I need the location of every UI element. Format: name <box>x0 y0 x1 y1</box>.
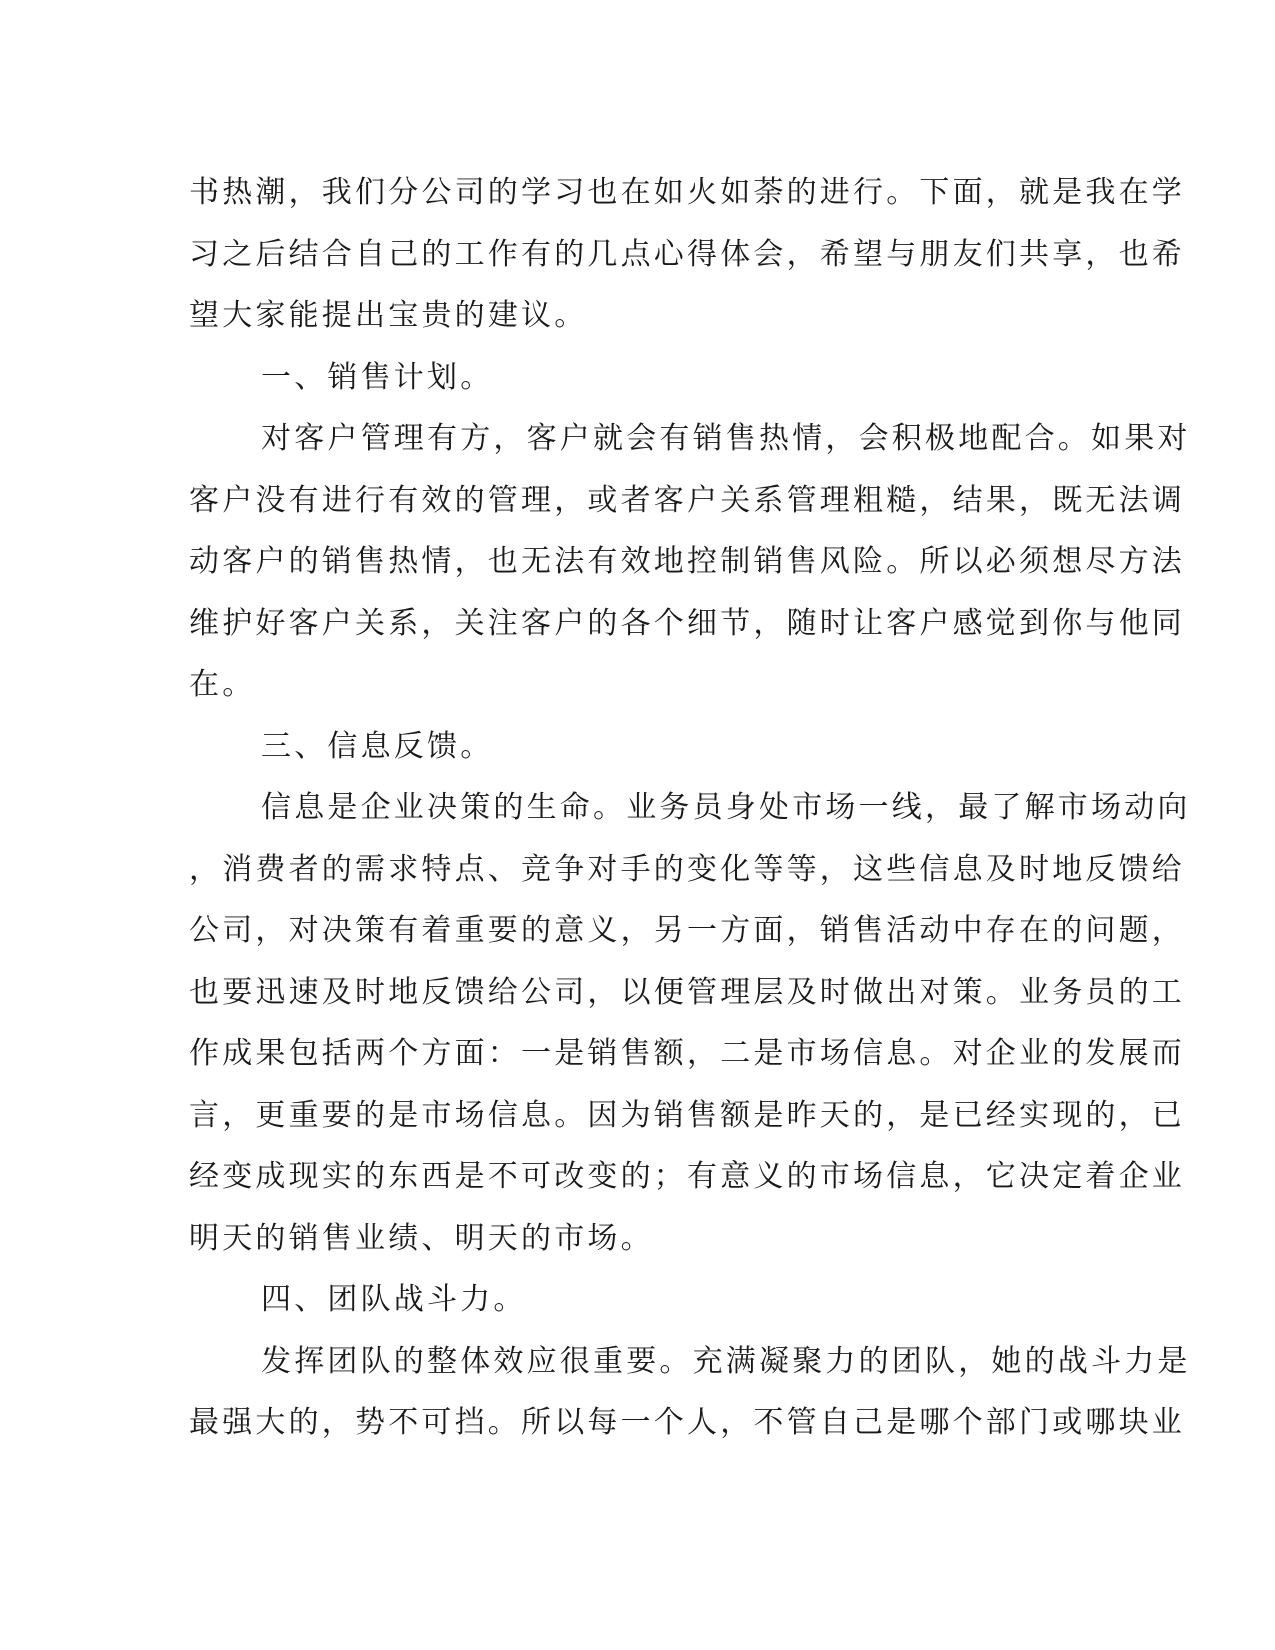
section-heading-sales-plan: 一、销售计划。 <box>261 359 494 395</box>
section-heading-info-feedback: 三、信息反馈。 <box>261 728 494 764</box>
text-line: 维护好客户关系，关注客户的各个细节，随时让客户感觉到你与他同 <box>189 605 1185 641</box>
text-line: ，消费者的需求特点、竞争对手的变化等等，这些信息及时地反馈给 <box>189 851 1185 887</box>
text-line: 公司，对决策有着重要的意义，另一方面，销售活动中存在的问题， <box>189 913 1185 948</box>
text-line: 最强大的，势不可挡。所以每一个人，不管自己是哪个部门或哪块业 <box>189 1405 1185 1440</box>
text-line: 动客户的销售热情，也无法有效地控制销售风险。所以必须想尽方法 <box>189 544 1185 579</box>
text-line: 作成果包括两个方面：一是销售额，二是市场信息。对企业的发展而 <box>189 1036 1185 1071</box>
text-line: 经变成现实的东西是不可改变的；有意义的市场信息，它决定着企业 <box>189 1159 1185 1194</box>
text-line: 也要迅速及时地反馈给公司，以便管理层及时做出对策。业务员的工 <box>189 974 1185 1010</box>
document-body <box>189 162 1191 1454</box>
text-line: 信息是企业决策的生命。业务员身处市场一线，最了解市场动向 <box>261 790 1191 825</box>
text-line: 客户没有进行有效的管理，或者客户关系管理粗糙，结果，既无法调 <box>189 482 1185 518</box>
text-line: 书热潮，我们分公司的学习也在如火如荼的进行。下面，就是我在学 <box>189 175 1185 210</box>
text-line: 言，更重要的是市场信息。因为销售额是昨天的，是已经实现的，已 <box>189 1097 1185 1133</box>
text-line: 在。 <box>189 667 256 702</box>
text-line: 明天的销售业绩、明天的市场。 <box>189 1220 654 1256</box>
text-line: 望大家能提出宝贵的建议。 <box>189 298 588 333</box>
text-line: 习之后结合自己的工作有的几点心得体会，希望与朋友们共享，也希 <box>189 236 1185 272</box>
text-line: 发挥团队的整体效应很重要。充满凝聚力的团队，她的战斗力是 <box>261 1343 1191 1379</box>
section-heading-team-strength: 四、团队战斗力。 <box>261 1282 527 1317</box>
text-line: 对客户管理有方，客户就会有销售热情，会积极地配合。如果对 <box>261 421 1191 456</box>
